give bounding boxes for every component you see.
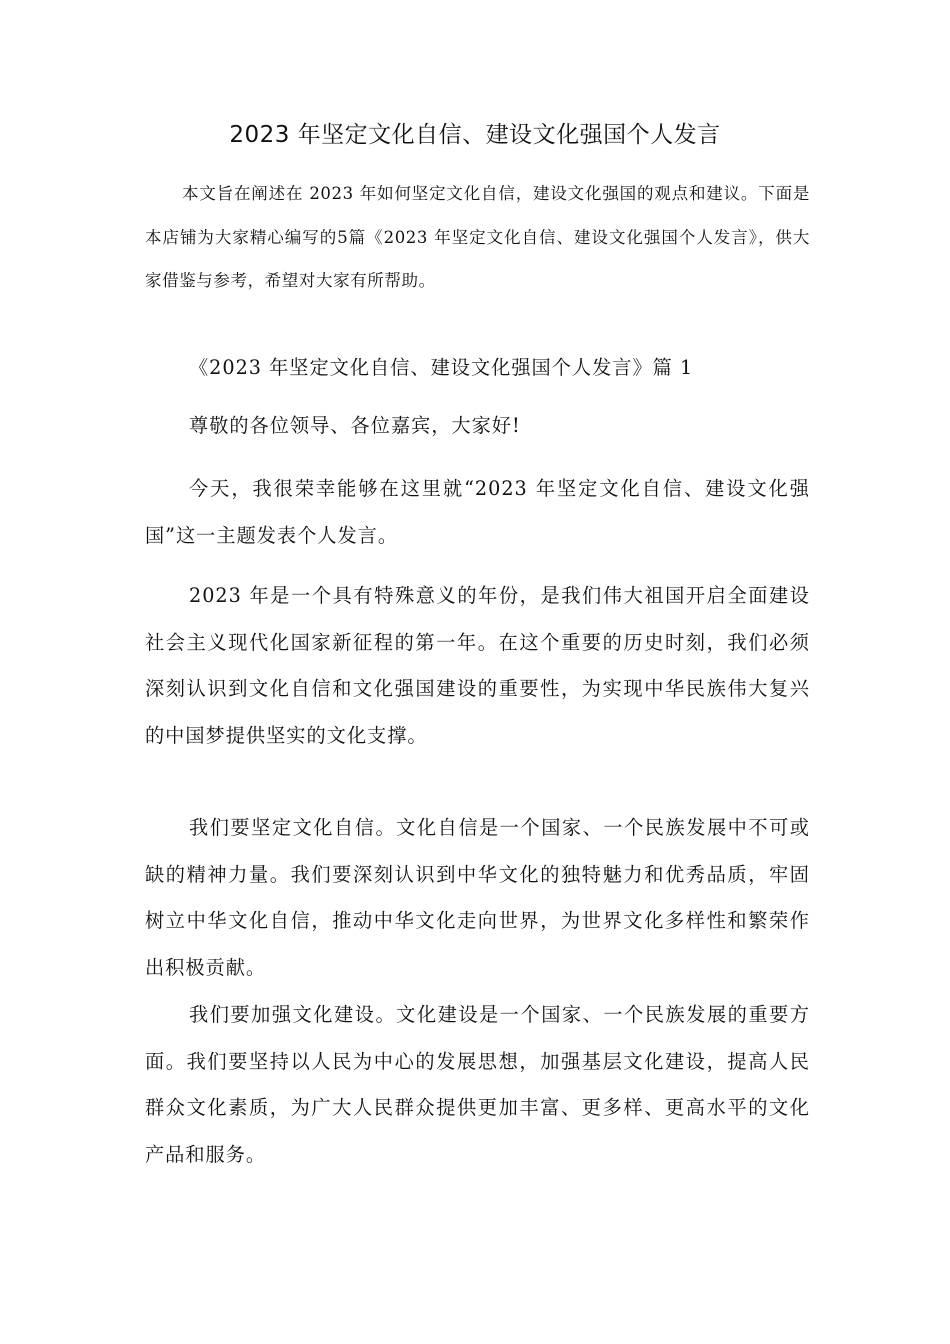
body-paragraph: 我们要坚定文化自信。文化自信是一个国家、一个民族发展中不可或缺的精神力量。我们要深刻认识到中华文化的独特魅力和优秀品质，牢固树立中华文化自信，推动中华文化走向世界，为世界文化多样性和繁荣作出积极贡献。 xyxy=(145,816,810,979)
body-paragraph: 今天，我很荣幸能够在这里就“2023 年坚定文化自信、建设文化强国”这一主题发表个人发言。 xyxy=(145,477,810,547)
body-paragraph: 2023 年是一个具有特殊意义的年份，是我们伟大祖国开启全面建设社会主义现代化国家新征程的第一年。在这个重要的历史时刻，我们必须深刻认识到文化自信和文化强国建设的重要性，为实现中华民族伟大复兴的中国梦提供坚实的文化支撑。 xyxy=(145,584,810,747)
document-title: 2023 年坚定文化自信、建设文化强国个人发言 xyxy=(229,122,721,148)
greeting-paragraph: 尊敬的各位领导、各位嘉宾，大家好! xyxy=(189,414,521,437)
body-paragraph: 我们要加强文化建设。文化建设是一个国家、一个民族发展的重要方面。我们要坚持以人民为中心的发展思想，加强基层文化建设，提高人民群众文化素质，为广大人民群众提供更加丰富、更多样、更高水平的文化产品和服务。 xyxy=(145,1003,810,1166)
section-heading: 《2023 年坚定文化自信、建设文化强国个人发言》篇 1 xyxy=(189,356,694,379)
intro-paragraph: 本文旨在阐述在 2023 年如何坚定文化自信，建设文化强国的观点和建议。下面是本店铺为大家精心编写的5篇《2023 年坚定文化自信、建设文化强国个人发言》，供大家借鉴与参考，希望对大家有所帮助。 xyxy=(145,184,810,290)
